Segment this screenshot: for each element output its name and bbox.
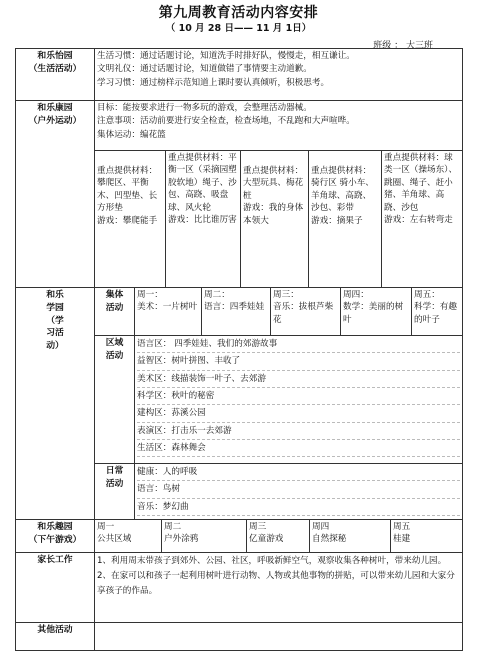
life-content	[95, 49, 463, 101]
collective-day-2: 周二： 语言：四季娃娃	[202, 288, 271, 335]
health-line: 集体运动：编花篮	[97, 129, 166, 140]
health-line: 目标：能按要求进行一物多玩的游戏，会整理活动器械。	[97, 103, 312, 113]
daily-item: 语言：鸟树	[137, 483, 460, 498]
fun-day-4: 周四 自然探秘	[310, 520, 391, 552]
page-title: 第九周教育活动内容安排	[158, 5, 319, 21]
other-content	[95, 622, 463, 650]
area-content	[135, 336, 463, 464]
life-line: 生活习惯：通过话题讨论，知道洗手时排好队，慢慢走，相互谦让。	[97, 51, 355, 61]
collective-day-4: 周四： 数学：美丽的树叶	[341, 288, 412, 335]
collective-days	[135, 288, 463, 336]
class-label: 班级 ： 大三班	[373, 41, 433, 51]
health-day-5: 重点提供材料：球类一区（操场东）、跳圈、绳子、赶小猪、羊角球、高跷、沙包 游戏：左右转弯走	[384, 153, 458, 226]
daily-content	[135, 464, 463, 520]
family-label: 家长工作	[16, 552, 95, 622]
fun-day-2: 周二 户外涂鸦	[162, 520, 247, 552]
health-label: 和乐康园 （户外运动）	[16, 101, 95, 288]
collective-label: 集体 活动	[95, 288, 135, 336]
area-item: 表演区：打击乐一去郊游	[137, 425, 460, 440]
area-item: 科学区：秋叶的秘密	[137, 390, 460, 405]
collective-day-5: 周五： 科学：有趣的叶子	[414, 290, 457, 325]
life-line: 学习习惯：通过榜样示范知道上课时要认真倾听，积极思考。	[97, 77, 330, 88]
area-item: 益智区：树叶拼图、丰收了	[137, 355, 460, 370]
date-range: （ 10 月 28 日—— 11 月 1日）	[165, 23, 312, 34]
family-item: 2、在家可以和孩子一起利用树叶进行动物、人物或其他事物的拼贴，可以带来幼儿园和大家分享孩子的作品。	[97, 570, 455, 596]
area-item: 生活区：森林舞会	[137, 442, 460, 457]
collective-day-1: 周一： 美术：一片树叶	[135, 288, 202, 335]
area-item: 建构区：荪溪公园	[137, 407, 460, 422]
fun-days	[95, 519, 463, 552]
life-label: 和乐怡园 （生活活动）	[16, 49, 95, 101]
health-day-3: 重点提供材料：大型玩具、梅花桩 游戏：我的身体本领大	[241, 151, 309, 287]
daily-item: 健康：人的呼吸	[137, 466, 460, 481]
health-content	[95, 101, 463, 151]
other-label: 其他活动	[16, 622, 95, 650]
study-label: 和乐 学园 （学 习活 动）	[16, 288, 95, 520]
fun-day-1: 周一 公共区域	[95, 520, 162, 552]
area-item: 语言区： 四季娃娃、我们的郊游故事	[137, 338, 460, 353]
fun-label: 和乐趣园 （下午游戏）	[16, 519, 95, 552]
health-line: 注意事项：活动前要进行安全检查，检查场地，不乱跑和大声喧哗。	[97, 116, 355, 127]
fun-day-3: 周三 亿童游戏	[247, 520, 310, 552]
health-days	[95, 151, 463, 288]
area-item: 美术区：线描装饰一叶子、去郊游	[137, 373, 460, 388]
daily-label: 日常 活动	[95, 464, 135, 520]
family-content	[95, 552, 463, 622]
life-line: 文明礼仪：通过话题讨论，知道做错了事情要主动道歉。	[97, 64, 312, 75]
daily-item: 音乐：梦幻曲	[137, 501, 460, 516]
health-day-1: 重点提供材料：攀爬区、平衡木、凹型垫、长方形垫 游戏：攀爬能手	[95, 151, 166, 287]
health-day-2: 重点提供材料：平衡一区（采摘园塑胶软地）绳子、沙包、高跷、吸盘球、风火轮 游戏：比比谁厉害	[166, 151, 241, 287]
area-label: 区域 活动	[95, 336, 135, 464]
collective-day-3: 周三： 音乐：拔根芦柴花	[271, 288, 341, 335]
family-item: 1、利用周末带孩子到郊外、公园、社区，呼吸新鲜空气，观察收集各种树叶，带来幼儿园。	[97, 555, 447, 566]
health-day-4: 重点提供材料：骑行区 骑小车、羊角球、高跷、沙包、彩带 游戏：摘果子	[309, 151, 382, 287]
schedule-table	[15, 48, 463, 651]
fun-day-5: 周五 桂建	[393, 521, 411, 545]
